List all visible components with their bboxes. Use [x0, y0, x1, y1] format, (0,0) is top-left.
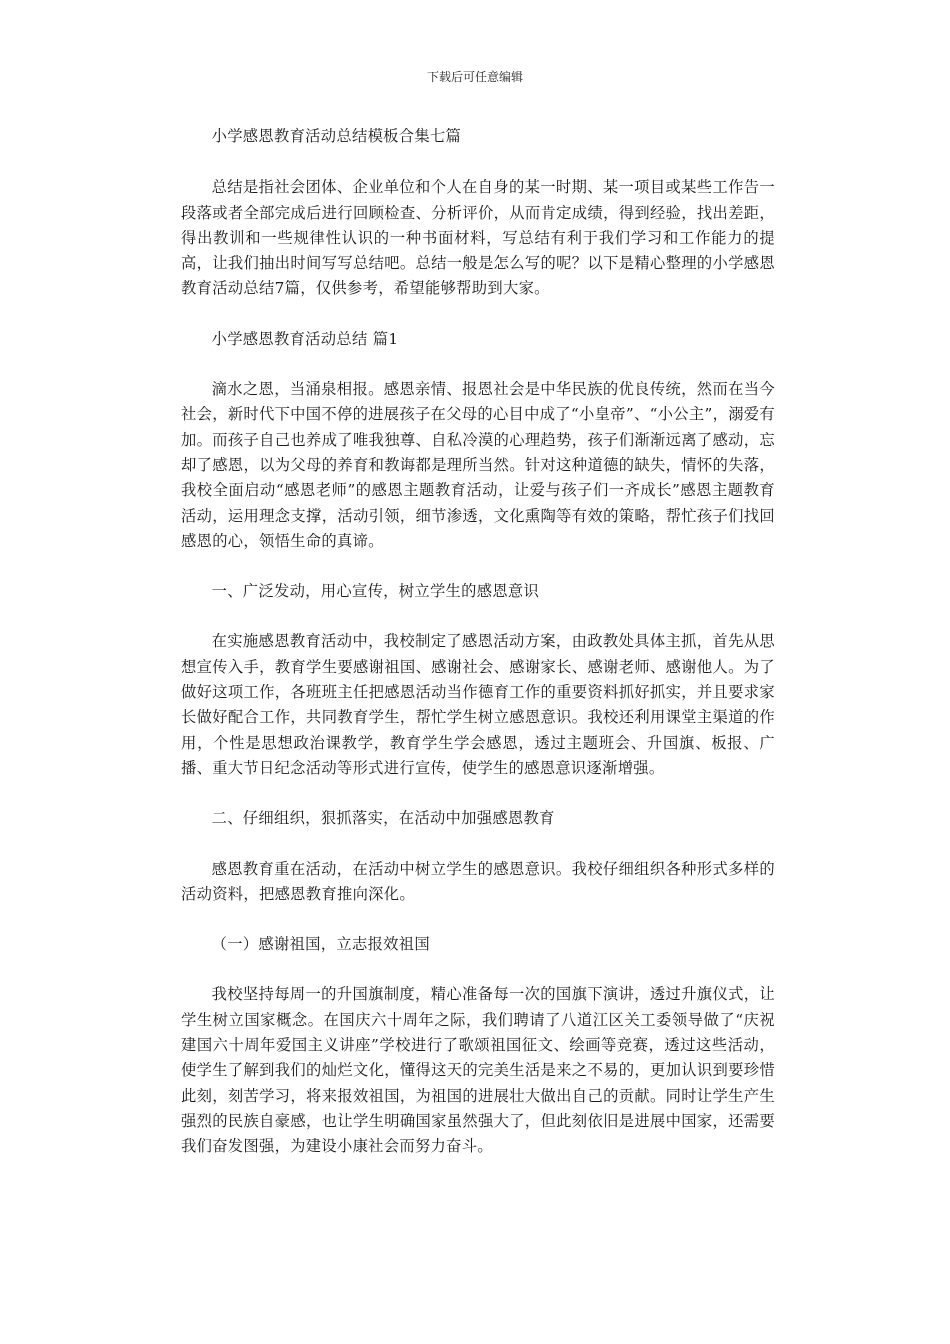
intro-paragraph: 总结是指社会团体、企业单位和个人在自身的某一时期、某一项目或某些工作告一段落或者全部完成后进行回顾检查、分析评价，从而肯定成绩，得到经验，找出差距，得出教训和一些规律性认识的一种书面材料，写总结有利于我们学习和工作能力的提高，让我们抽出时间写写总结吧。总结一般是怎么写的呢？以下是精心整理的小学感恩教育活动总结7篇，仅供参考，希望能够帮助到大家。: [181, 178, 775, 298]
heading-1: 一、广泛发动，用心宣传，树立学生的感恩意识: [211, 582, 540, 601]
subheading-1: （一）感谢祖国，立志报效祖国: [211, 935, 430, 954]
document-body: [181, 124, 775, 1160]
section-title: 小学感恩教育活动总结 篇1: [211, 329, 399, 348]
heading-2: 二、仔细组织，狠抓落实，在活动中加强感恩教育: [211, 809, 555, 828]
paragraph-2: 在实施感恩教育活动中，我校制定了感恩活动方案，由政教处具体主抓，首先从思想宣传入手，教育学生要感谢祖国、感谢社会、感谢家长、感谢老师、感谢他人。为了做好这项工作，各班班主任把感恩活动当作德育工作的重要资料抓好抓实，并且要求家长做好配合工作，共同教育学生，帮忙学生树立感恩意识。我校还利用课堂主渠道的作用，个性是思想政治课教学，教育学生学会感恩，透过主题班会、升国旗、板报、广播、重大节日纪念活动等形式进行宣传，使学生的感恩意识逐渐增强。: [181, 632, 775, 777]
header-note: 下载后可任意编辑: [426, 70, 523, 84]
paragraph-3: 感恩教育重在活动，在活动中树立学生的感恩意识。我校仔细组织各种形式多样的活动资料，把感恩教育推向深化。: [181, 859, 775, 903]
paragraph-4: 我校坚持每周一的升国旗制度，精心准备每一次的国旗下演讲，透过升旗仪式，让学生树立国家概念。在国庆六十周年之际，我们聘请了八道江区关工委领导做了“庆祝建国六十周年爱国主义讲座”学校进行了歌颂祖国征文、绘画等竞赛，透过这些活动，使学生了解到我们的灿烂文化，懂得这天的完美生活是来之不易的，更加认识到要珍惜此刻，刻苦学习，将来报效祖国，为祖国的进展壮大做出自己的贡献。同时让学生产生强烈的民族自豪感，也让学生明确国家虽然强大了，但此刻依旧是进展中国家，还需要我们奋发图强，为建设小康社会而努力奋斗。: [181, 985, 775, 1156]
document-title: 小学感恩教育活动总结模板合集七篇: [211, 127, 462, 145]
paragraph-1: 滴水之恩，当涌泉相报。感恩亲情、报恩社会是中华民族的优良传统，然而在当今社会，新时代下中国不停的进展孩子在父母的心目中成了“小皇帝”、“小公主”，溺爱有加。而孩子自己也养成了唯我独尊、自私冷漠的心理趋势，孩子们渐渐远离了感动，忘却了感恩，以为父母的养育和教诲都是理所当然。针对这种道德的缺失，情怀的失落，我校全面启动“感恩老师”的感恩主题教育活动，让爱与孩子们一齐成长”感恩主题教育活动，运用理念支撑，活动引领，细节渗透，文化熏陶等有效的策略，帮忙孩子们找回感恩的心，领悟生命的真谛。: [181, 380, 775, 550]
